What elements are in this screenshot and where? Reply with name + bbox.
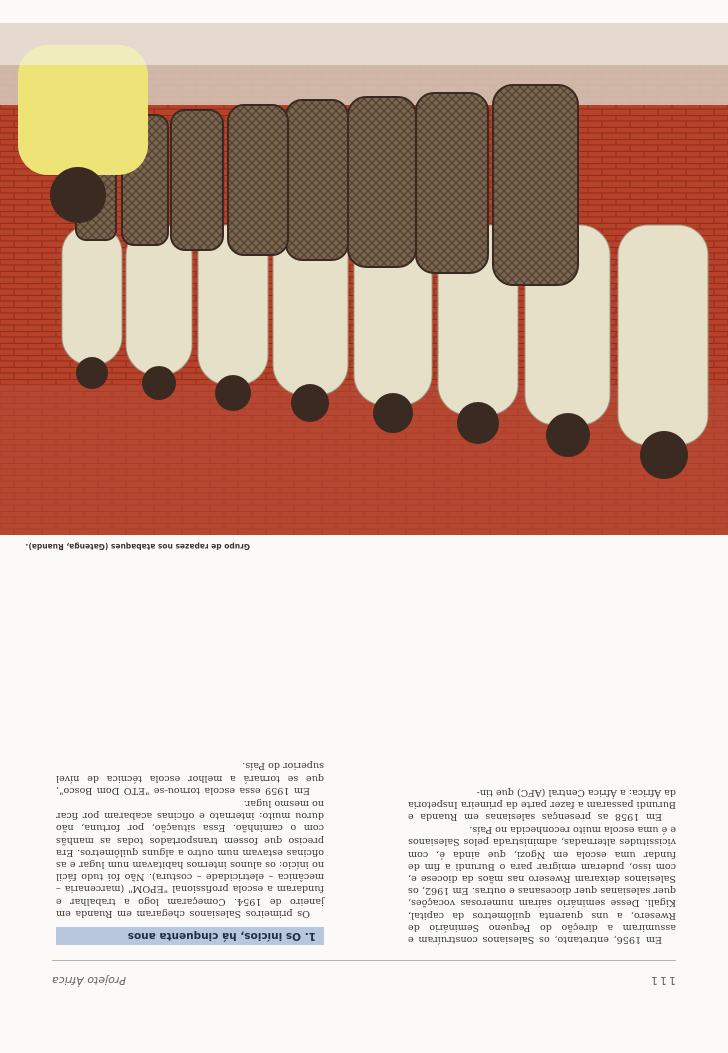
boy-head <box>546 413 590 457</box>
paragraph: Em 1958 as presenças salesianas em Ruanda e Burundi passaram a fazer parte da primeira Inspetoria da África: a África Central (AFC) que tin- <box>408 786 676 822</box>
boy-head <box>373 393 413 433</box>
boy-figure <box>618 225 708 445</box>
boy-head <box>291 384 329 422</box>
photo-illustration <box>0 23 728 535</box>
paragraph: Em 1956, entretanto, os Salesianos construíram e assumiram a direção do Pequeno Seminário de Rwesero, a uns quarenta quilômetros da capital, Kigali. Desse seminário saíram numerosas vocações, quer salesianas quer diocesanas e outras. Em 1962, os Salesianos deixaram Rwesero nas mãos da diocese e, com isso, puderam emigrar para o Burundi a fim de fundar uma escola em Ngozi, que ainda é, com vicissitudes alternadas, administrada pelos Salesianos e é uma escola muito reconhecida no País. <box>408 824 676 945</box>
section-label: Projeto África <box>52 974 127 987</box>
boy-figure <box>62 225 122 365</box>
drum <box>493 85 578 285</box>
drum <box>416 93 488 273</box>
drum <box>171 110 223 250</box>
drum <box>286 100 348 260</box>
boy-head <box>457 402 499 444</box>
left-text-column <box>408 784 676 945</box>
drum <box>348 97 416 267</box>
photo-top-edge <box>0 23 728 65</box>
boy-head <box>640 431 688 479</box>
drum <box>228 105 288 255</box>
boy-head <box>76 357 108 389</box>
photo-caption: Grupo de rapazes nos atabaques (Gatenga, Ruanda). <box>25 542 250 551</box>
right-text-column <box>56 758 324 945</box>
drummers-photo <box>0 23 728 535</box>
boy-head <box>215 375 251 411</box>
boy-head <box>50 167 106 223</box>
page-header <box>52 960 676 997</box>
section-heading: 1. Os inícios, há cinquenta anos <box>56 927 324 945</box>
paragraph: Em 1959 essa escola tornou-se "ETO Dom Bosco", que se tornará a melhor escola técnica de nível superior do País. <box>56 760 324 796</box>
boy-head <box>142 366 176 400</box>
page-number: 111 <box>649 974 676 987</box>
paragraph: Os primeiros Salesianos chegaram em Ruanda em janeiro de 1954. Começaram logo a trabalhar e fundaram a escola profissional "EPOM" (marcenaria – mecânica – eletricidade – costura). Não foi tudo fácil no início: os alunos internos habitavam num lugar e as oficinas estavam num outro a alguns quilômetros. Era preciso que fossem transportados todas as manhãs com o caminhão. Essa situação, por fortuna, não durou muito: internato e oficinas acabaram por ficar no mesmo lugar. <box>56 797 324 919</box>
